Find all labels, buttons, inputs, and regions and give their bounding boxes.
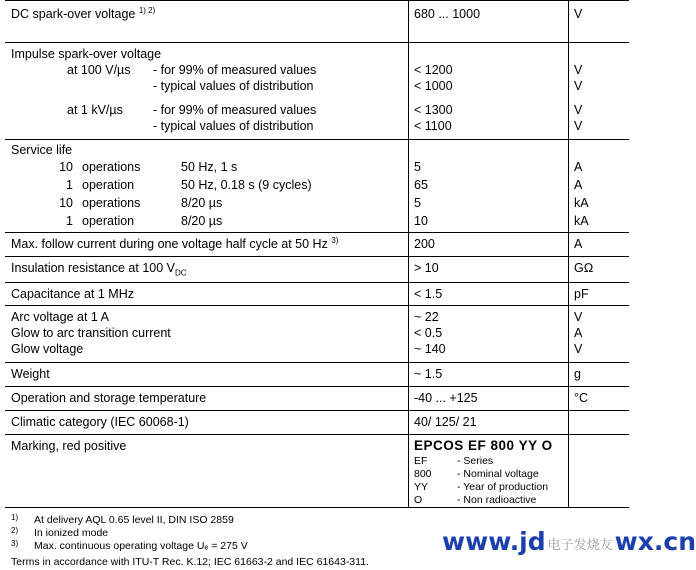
row-value: ~ 140 [414, 342, 446, 356]
condition: 8/20 µs [181, 196, 223, 210]
row-label: Max. follow current during one voltage half cycle at 50 Hz $^{3)}$ [11, 235, 339, 251]
row-impulse-sparkover [5, 43, 629, 140]
row-follow-current [5, 233, 629, 257]
condition: - typical values of distribution [153, 119, 314, 133]
operation-label: operation [82, 214, 135, 228]
row-value: < 1200 [414, 63, 453, 77]
marking-brand: EPCOS EF 800 YY O [414, 438, 553, 453]
row-unit: g [574, 367, 581, 381]
row-label: Capacitance at 1 MHz [11, 287, 134, 301]
row-unit: °C [574, 391, 589, 405]
operation-count: 1 [66, 178, 73, 192]
row-insulation [5, 257, 629, 283]
row-dc-sparkover [5, 1, 629, 43]
row-label: Operation and storage temperature [11, 391, 207, 405]
row-service-life [5, 140, 629, 233]
row-value: 40/ 125/ 21 [414, 415, 477, 429]
legend-code: EF [414, 455, 428, 467]
legend-desc: - Series [457, 455, 494, 467]
row-value: < 1300 [414, 103, 453, 117]
row-unit: A [574, 237, 583, 251]
operation-label: operations [82, 160, 141, 174]
row-label: Service life [11, 143, 73, 157]
legend-code: O [414, 494, 423, 506]
row-weight [5, 363, 629, 387]
row-label: Glow voltage [11, 342, 84, 356]
row-unit: GΩ [574, 261, 594, 275]
row-unit: kA [574, 196, 589, 210]
rate-label: at 100 V/µs [67, 63, 131, 77]
operation-label: operation [82, 178, 135, 192]
row-unit: V [574, 79, 583, 93]
row-value: < 1100 [414, 119, 452, 133]
row-marking [5, 435, 629, 507]
condition: 8/20 µs [181, 214, 223, 228]
row-label: Glow to arc transition current [11, 326, 171, 340]
row-value: 5 [414, 196, 421, 210]
condition: - for 99% of measured values [153, 103, 317, 117]
row-unit: A [574, 326, 583, 340]
legend-desc: - Nominal voltage [457, 468, 539, 480]
condition: - typical values of distribution [153, 79, 314, 93]
row-capacitance [5, 283, 629, 306]
row-unit: kA [574, 214, 589, 228]
row-label: Arc voltage at 1 A [11, 310, 109, 324]
condition: 50 Hz, 1 s [181, 160, 238, 174]
row-value: < 1000 [414, 79, 453, 93]
row-value: 65 [414, 178, 428, 192]
row-label: DC spark-over voltage $^{1) 2)}$ [11, 5, 156, 21]
legend-code: 800 [414, 468, 432, 480]
row-value: < 0.5 [414, 326, 443, 340]
row-value: 5 [414, 160, 421, 174]
row-unit: V [574, 342, 583, 356]
row-label: Weight [11, 367, 50, 381]
row-label: Impulse spark-over voltage [11, 47, 162, 61]
operation-count: 10 [59, 196, 73, 210]
row-temperature [5, 387, 629, 411]
row-unit: V [574, 310, 583, 324]
row-value: < 1.5 [414, 287, 443, 301]
row-value: 680 ... 1000 [414, 7, 481, 21]
legend-code: YY [414, 481, 429, 493]
row-label: Marking, red positive [11, 439, 127, 453]
rate-label: at 1 kV/µs [67, 103, 123, 117]
row-value: 200 [414, 237, 435, 251]
row-value: ~ 22 [414, 310, 439, 324]
legend-desc: - Non radioactive [457, 494, 537, 506]
condition: 50 Hz, 0.18 s (9 cycles) [181, 178, 312, 192]
row-label: Climatic category (IEC 60068-1) [11, 415, 189, 429]
row-value: -40 ... +125 [414, 391, 478, 405]
watermark: www.jd 电子发烧友wx.cn [442, 527, 696, 556]
spec-table [5, 0, 629, 508]
row-unit: A [574, 178, 583, 192]
row-unit: pF [574, 287, 589, 301]
row-unit: V [574, 63, 583, 77]
row-value: ~ 1.5 [414, 367, 443, 381]
row-value: > 10 [414, 261, 439, 275]
row-climatic [5, 411, 629, 435]
operation-count: 1 [66, 214, 73, 228]
row-unit: V [574, 103, 583, 117]
row-unit: V [574, 7, 583, 21]
operation-count: 10 [59, 160, 73, 174]
operation-label: operations [82, 196, 141, 210]
row-arc-glow [5, 306, 629, 363]
row-value: 10 [414, 214, 428, 228]
row-unit: V [574, 119, 583, 133]
row-label: Insulation resistance at 100 $V_{DC}$ [11, 261, 187, 278]
condition: - for 99% of measured values [153, 63, 317, 77]
legend-desc: - Year of production [457, 481, 549, 493]
terms-text: Terms in accordance with ITU-T Rec. K.12; IEC 61663-2 and IEC 61643-311. [11, 556, 369, 568]
row-unit: A [574, 160, 583, 174]
